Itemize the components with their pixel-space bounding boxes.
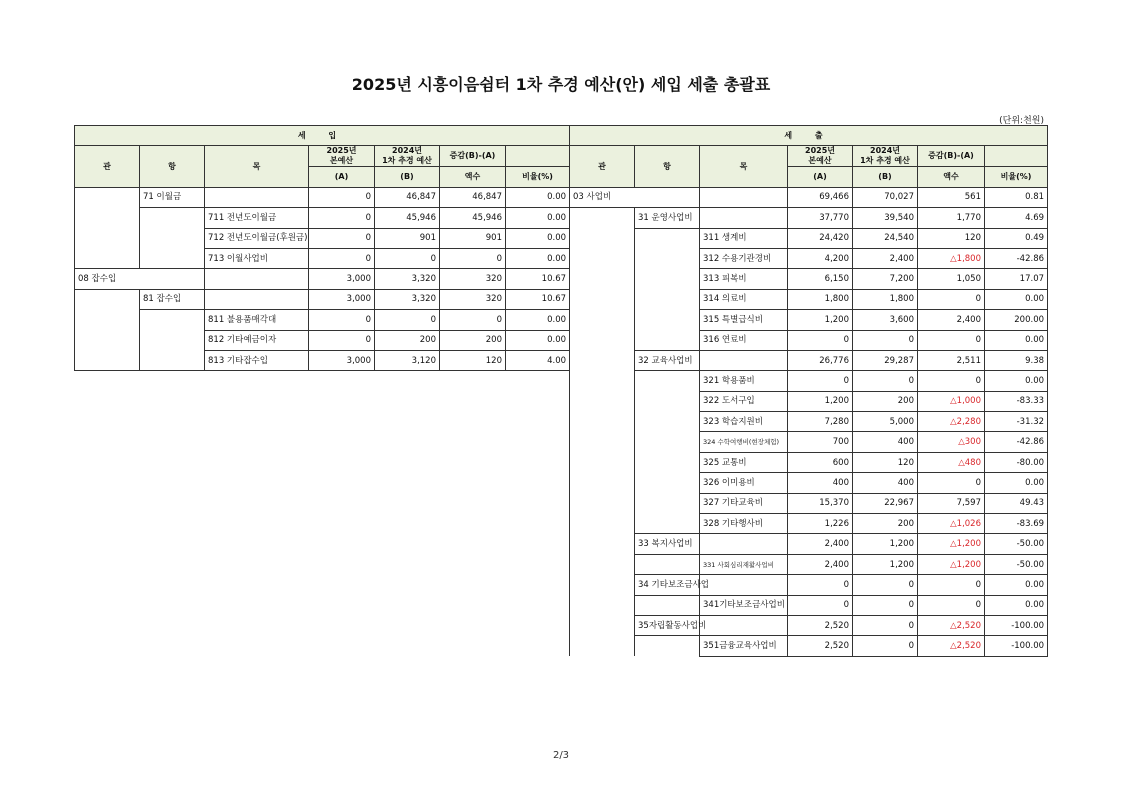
cell-supp2024: 400 bbox=[853, 473, 918, 493]
cell-hang: 32 교육사업비 bbox=[635, 350, 700, 370]
cell-ratio: -50.00 bbox=[985, 554, 1048, 574]
cell-diff: 0 bbox=[918, 371, 985, 391]
cell-budget2025: 3,000 bbox=[309, 269, 375, 289]
table-row bbox=[570, 636, 1048, 656]
cell-budget2025: 7,280 bbox=[788, 412, 853, 432]
cell-mok: 323 학습지원비 bbox=[700, 412, 788, 432]
cell-supp2024: 46,847 bbox=[375, 187, 440, 207]
cell-gwan bbox=[570, 595, 635, 615]
cell-ratio: 0.49 bbox=[985, 228, 1048, 248]
revenue-section-header: 세 입 bbox=[75, 126, 570, 146]
cell-budget2025: 24,420 bbox=[788, 228, 853, 248]
page-number: 2/3 bbox=[552, 750, 570, 761]
cell-diff: △300 bbox=[918, 432, 985, 452]
cell-ratio: 0.00 bbox=[506, 228, 570, 248]
cell-hang bbox=[635, 452, 700, 472]
cell-mok: 712 전년도이월금(후원금) bbox=[205, 228, 309, 248]
cell-supp2024: 2,400 bbox=[853, 248, 918, 268]
cell-mok bbox=[700, 534, 788, 554]
cell-diff: 1,050 bbox=[918, 269, 985, 289]
cell-supp2024: 0 bbox=[853, 330, 918, 350]
expenditure-table bbox=[569, 125, 1048, 657]
cell-diff: △1,000 bbox=[918, 391, 985, 411]
cell-supp2024: 0 bbox=[853, 371, 918, 391]
col-gwan: 관 bbox=[570, 146, 635, 187]
cell-ratio: 0.81 bbox=[985, 187, 1048, 207]
table-row bbox=[570, 514, 1048, 534]
cell-budget2025: 600 bbox=[788, 452, 853, 472]
cell-diff: △2,520 bbox=[918, 615, 985, 635]
cell-ratio: -42.86 bbox=[985, 432, 1048, 452]
cell-supp2024: 200 bbox=[853, 514, 918, 534]
cell-mok: 322 도서구입 bbox=[700, 391, 788, 411]
cell-supp2024: 29,287 bbox=[853, 350, 918, 370]
col-mok: 목 bbox=[700, 146, 788, 187]
cell-ratio: 0.00 bbox=[985, 330, 1048, 350]
cell-supp2024: 0 bbox=[853, 595, 918, 615]
cell-supp2024: 7,200 bbox=[853, 269, 918, 289]
cell-mok: 711 전년도이월금 bbox=[205, 208, 309, 228]
cell-diff: 46,847 bbox=[440, 187, 506, 207]
cell-supp2024: 0 bbox=[375, 310, 440, 330]
cell-hang bbox=[635, 412, 700, 432]
cell-budget2025: 1,200 bbox=[788, 391, 853, 411]
cell-supp2024: 0 bbox=[853, 575, 918, 595]
cell-ratio: -83.69 bbox=[985, 514, 1048, 534]
col-diff-sub: 액수 bbox=[440, 167, 506, 187]
cell-ratio: 0.00 bbox=[506, 208, 570, 228]
cell-supp2024: 0 bbox=[375, 248, 440, 268]
col-ratio-sub: 비율(%) bbox=[985, 167, 1048, 187]
cell-supp2024: 22,967 bbox=[853, 493, 918, 513]
cell-supp2024: 0 bbox=[853, 615, 918, 635]
cell-budget2025: 2,520 bbox=[788, 615, 853, 635]
cell-supp2024: 39,540 bbox=[853, 208, 918, 228]
col-ratio-sub: 비율(%) bbox=[506, 167, 570, 187]
cell-supp2024: 45,946 bbox=[375, 208, 440, 228]
table-row bbox=[570, 595, 1048, 615]
cell-budget2025: 2,400 bbox=[788, 534, 853, 554]
table-row bbox=[570, 554, 1048, 574]
cell-supp2024: 0 bbox=[853, 636, 918, 656]
cell-gwan bbox=[570, 248, 635, 268]
cell-mok: 812 기타예금이자 bbox=[205, 330, 309, 350]
page-title: 2025년 시흥이음쉼터 1차 추경 예산(안) 세입 세출 총괄표 bbox=[351, 75, 771, 94]
cell-gwan bbox=[570, 514, 635, 534]
cell-hang bbox=[635, 187, 700, 207]
cell-budget2025: 69,466 bbox=[788, 187, 853, 207]
cell-diff: 320 bbox=[440, 289, 506, 309]
cell-ratio: -83.33 bbox=[985, 391, 1048, 411]
cell-diff: 901 bbox=[440, 228, 506, 248]
cell-gwan bbox=[570, 534, 635, 554]
table-row bbox=[75, 289, 570, 309]
cell-mok: 331 사회심리재활사업비 bbox=[700, 554, 788, 574]
cell-mok bbox=[205, 289, 309, 309]
table-row bbox=[75, 187, 570, 207]
cell-mok bbox=[700, 350, 788, 370]
cell-ratio: -31.32 bbox=[985, 412, 1048, 432]
cell-mok: 325 교통비 bbox=[700, 452, 788, 472]
cell-supp2024: 1,200 bbox=[853, 554, 918, 574]
cell-hang bbox=[635, 514, 700, 534]
table-row bbox=[570, 350, 1048, 370]
cell-budget2025: 0 bbox=[309, 187, 375, 207]
cell-supp2024: 70,027 bbox=[853, 187, 918, 207]
cell-mok: 313 피복비 bbox=[700, 269, 788, 289]
cell-gwan: 08 잡수입 bbox=[75, 269, 140, 289]
cell-diff: 200 bbox=[440, 330, 506, 350]
col-supp2024-sub: (B) bbox=[853, 167, 918, 187]
cell-diff: 2,511 bbox=[918, 350, 985, 370]
cell-gwan bbox=[75, 310, 140, 330]
cell-gwan bbox=[75, 187, 140, 207]
cell-diff: △2,280 bbox=[918, 412, 985, 432]
col-mok: 목 bbox=[205, 146, 309, 187]
table-row bbox=[570, 310, 1048, 330]
cell-budget2025: 0 bbox=[309, 310, 375, 330]
col-budget2025: 2025년 본예산 bbox=[309, 146, 375, 167]
col-budget2025-sub: (A) bbox=[309, 167, 375, 187]
cell-diff: 45,946 bbox=[440, 208, 506, 228]
cell-ratio: 0.00 bbox=[506, 248, 570, 268]
cell-gwan bbox=[570, 412, 635, 432]
cell-mok: 321 학용품비 bbox=[700, 371, 788, 391]
col-gwan: 관 bbox=[75, 146, 140, 187]
cell-mok bbox=[700, 615, 788, 635]
table-row bbox=[75, 269, 570, 289]
cell-ratio: 49.43 bbox=[985, 493, 1048, 513]
table-row bbox=[570, 534, 1048, 554]
cell-ratio: 0.00 bbox=[506, 330, 570, 350]
cell-ratio: 0.00 bbox=[985, 595, 1048, 615]
cell-gwan bbox=[570, 289, 635, 309]
cell-diff: 1,770 bbox=[918, 208, 985, 228]
cell-budget2025: 37,770 bbox=[788, 208, 853, 228]
cell-mok: 713 이월사업비 bbox=[205, 248, 309, 268]
table-row bbox=[570, 228, 1048, 248]
table-row bbox=[570, 493, 1048, 513]
cell-budget2025: 26,776 bbox=[788, 350, 853, 370]
table-row bbox=[570, 452, 1048, 472]
col-budget2025-sub: (A) bbox=[788, 167, 853, 187]
cell-hang bbox=[140, 269, 205, 289]
cell-ratio: 4.69 bbox=[985, 208, 1048, 228]
cell-hang bbox=[635, 269, 700, 289]
table-row bbox=[570, 615, 1048, 635]
cell-ratio: 9.38 bbox=[985, 350, 1048, 370]
cell-hang bbox=[635, 310, 700, 330]
cell-budget2025: 15,370 bbox=[788, 493, 853, 513]
cell-ratio: 0.00 bbox=[506, 187, 570, 207]
cell-budget2025: 3,000 bbox=[309, 289, 375, 309]
table-row bbox=[570, 248, 1048, 268]
col-ratio-blank bbox=[985, 146, 1048, 167]
cell-hang: 31 운영사업비 bbox=[635, 208, 700, 228]
col-supp2024-sub: (B) bbox=[375, 167, 440, 187]
col-budget2025: 2025년 본예산 bbox=[788, 146, 853, 167]
cell-budget2025: 0 bbox=[788, 595, 853, 615]
table-row bbox=[75, 248, 570, 268]
cell-hang bbox=[635, 330, 700, 350]
cell-mok: 312 수용기관경비 bbox=[700, 248, 788, 268]
cell-gwan bbox=[75, 330, 140, 350]
cell-diff: 0 bbox=[918, 595, 985, 615]
cell-ratio: 0.00 bbox=[506, 310, 570, 330]
cell-diff: 0 bbox=[918, 575, 985, 595]
cell-diff: △2,520 bbox=[918, 636, 985, 656]
cell-gwan bbox=[570, 310, 635, 330]
cell-mok bbox=[700, 575, 788, 595]
cell-ratio: 0.00 bbox=[985, 575, 1048, 595]
cell-diff: 0 bbox=[440, 248, 506, 268]
table-row bbox=[570, 330, 1048, 350]
revenue-table bbox=[74, 125, 570, 371]
cell-gwan bbox=[570, 575, 635, 595]
cell-ratio: -42.86 bbox=[985, 248, 1048, 268]
cell-hang bbox=[635, 493, 700, 513]
cell-mok bbox=[700, 208, 788, 228]
cell-mok bbox=[700, 187, 788, 207]
cell-budget2025: 4,200 bbox=[788, 248, 853, 268]
cell-mok: 813 기타잡수입 bbox=[205, 350, 309, 370]
cell-ratio: 0.00 bbox=[985, 371, 1048, 391]
cell-hang: 34 기타보조금사업 bbox=[635, 575, 700, 595]
cell-supp2024: 901 bbox=[375, 228, 440, 248]
col-diff: 증감(B)-(A) bbox=[440, 146, 506, 167]
cell-ratio: -100.00 bbox=[985, 615, 1048, 635]
cell-hang: 81 잡수입 bbox=[140, 289, 205, 309]
cell-supp2024: 24,540 bbox=[853, 228, 918, 248]
col-hang: 항 bbox=[635, 146, 700, 187]
cell-hang bbox=[140, 350, 205, 370]
table-row bbox=[570, 412, 1048, 432]
cell-mok: 316 연료비 bbox=[700, 330, 788, 350]
cell-supp2024: 200 bbox=[375, 330, 440, 350]
cell-budget2025: 400 bbox=[788, 473, 853, 493]
expenditure-section-header: 세 출 bbox=[570, 126, 1048, 146]
cell-diff: △1,800 bbox=[918, 248, 985, 268]
table-row bbox=[75, 208, 570, 228]
cell-hang: 35자립활동사업비 bbox=[635, 615, 700, 635]
cell-hang bbox=[635, 248, 700, 268]
cell-gwan bbox=[570, 473, 635, 493]
cell-budget2025: 0 bbox=[788, 330, 853, 350]
cell-supp2024: 3,120 bbox=[375, 350, 440, 370]
cell-budget2025: 1,200 bbox=[788, 310, 853, 330]
cell-diff: 0 bbox=[918, 473, 985, 493]
table-row bbox=[75, 350, 570, 370]
cell-gwan bbox=[570, 371, 635, 391]
cell-mok bbox=[205, 187, 309, 207]
cell-supp2024: 1,200 bbox=[853, 534, 918, 554]
cell-diff: 0 bbox=[440, 310, 506, 330]
table-row bbox=[570, 269, 1048, 289]
cell-mok: 328 기타행사비 bbox=[700, 514, 788, 534]
cell-hang: 71 이월금 bbox=[140, 187, 205, 207]
cell-gwan bbox=[570, 391, 635, 411]
cell-diff: 120 bbox=[440, 350, 506, 370]
cell-ratio: 200.00 bbox=[985, 310, 1048, 330]
cell-gwan bbox=[75, 248, 140, 268]
cell-hang bbox=[635, 391, 700, 411]
cell-budget2025: 700 bbox=[788, 432, 853, 452]
cell-diff: △1,200 bbox=[918, 534, 985, 554]
cell-supp2024: 3,600 bbox=[853, 310, 918, 330]
unit-label: (단위:천원) bbox=[999, 116, 1044, 126]
cell-supp2024: 1,800 bbox=[853, 289, 918, 309]
cell-budget2025: 0 bbox=[788, 575, 853, 595]
cell-ratio: -80.00 bbox=[985, 452, 1048, 472]
table-row bbox=[570, 208, 1048, 228]
cell-budget2025: 0 bbox=[309, 248, 375, 268]
cell-gwan bbox=[570, 636, 635, 656]
cell-hang bbox=[140, 330, 205, 350]
cell-budget2025: 1,800 bbox=[788, 289, 853, 309]
cell-gwan bbox=[570, 269, 635, 289]
cell-gwan bbox=[570, 554, 635, 574]
cell-hang bbox=[635, 371, 700, 391]
cell-gwan bbox=[570, 452, 635, 472]
cell-hang bbox=[635, 554, 700, 574]
cell-hang bbox=[635, 432, 700, 452]
cell-ratio: 17.07 bbox=[985, 269, 1048, 289]
cell-gwan bbox=[75, 228, 140, 248]
cell-mok: 327 기타교육비 bbox=[700, 493, 788, 513]
cell-mok: 326 이미용비 bbox=[700, 473, 788, 493]
cell-gwan bbox=[570, 208, 635, 228]
cell-supp2024: 120 bbox=[853, 452, 918, 472]
cell-ratio: -50.00 bbox=[985, 534, 1048, 554]
cell-mok: 351금융교육사업비 bbox=[700, 636, 788, 656]
table-row bbox=[570, 289, 1048, 309]
cell-supp2024: 5,000 bbox=[853, 412, 918, 432]
cell-budget2025: 6,150 bbox=[788, 269, 853, 289]
cell-budget2025: 2,520 bbox=[788, 636, 853, 656]
cell-mok: 324 수학여행비(현장체험) bbox=[700, 432, 788, 452]
cell-gwan bbox=[75, 350, 140, 370]
table-row bbox=[570, 371, 1048, 391]
cell-mok: 315 특별급식비 bbox=[700, 310, 788, 330]
cell-diff: 2,400 bbox=[918, 310, 985, 330]
cell-ratio: 10.67 bbox=[506, 269, 570, 289]
col-supp2024: 2024년 1차 추경 예산 bbox=[375, 146, 440, 167]
table-row bbox=[570, 575, 1048, 595]
col-ratio-blank bbox=[506, 146, 570, 167]
table-row bbox=[75, 310, 570, 330]
cell-gwan bbox=[570, 432, 635, 452]
table-row bbox=[570, 432, 1048, 452]
cell-diff: 320 bbox=[440, 269, 506, 289]
cell-budget2025: 0 bbox=[309, 330, 375, 350]
table-row bbox=[570, 391, 1048, 411]
cell-budget2025: 2,400 bbox=[788, 554, 853, 574]
cell-hang bbox=[635, 636, 700, 656]
col-diff: 증감(B)-(A) bbox=[918, 146, 985, 167]
table-row bbox=[570, 473, 1048, 493]
cell-hang bbox=[140, 248, 205, 268]
cell-mok: 341기타보조금사업비 bbox=[700, 595, 788, 615]
cell-gwan bbox=[75, 208, 140, 228]
table-row bbox=[570, 187, 1048, 207]
cell-hang: 33 복지사업비 bbox=[635, 534, 700, 554]
cell-diff: △1,026 bbox=[918, 514, 985, 534]
cell-diff: 7,597 bbox=[918, 493, 985, 513]
cell-supp2024: 200 bbox=[853, 391, 918, 411]
col-diff-sub: 액수 bbox=[918, 167, 985, 187]
col-hang: 항 bbox=[140, 146, 205, 187]
cell-hang bbox=[140, 208, 205, 228]
cell-ratio: 10.67 bbox=[506, 289, 570, 309]
cell-mok bbox=[205, 269, 309, 289]
cell-gwan bbox=[75, 289, 140, 309]
cell-supp2024: 400 bbox=[853, 432, 918, 452]
col-supp2024: 2024년 1차 추경 예산 bbox=[853, 146, 918, 167]
cell-mok: 311 생계비 bbox=[700, 228, 788, 248]
cell-gwan bbox=[570, 493, 635, 513]
cell-mok: 314 의료비 bbox=[700, 289, 788, 309]
cell-diff: 120 bbox=[918, 228, 985, 248]
cell-hang bbox=[635, 473, 700, 493]
cell-hang bbox=[635, 289, 700, 309]
cell-hang bbox=[140, 228, 205, 248]
cell-gwan: 03 사업비 bbox=[570, 187, 635, 207]
cell-ratio: 4.00 bbox=[506, 350, 570, 370]
cell-diff: 0 bbox=[918, 330, 985, 350]
cell-budget2025: 0 bbox=[309, 208, 375, 228]
cell-diff: △480 bbox=[918, 452, 985, 472]
table-row bbox=[75, 228, 570, 248]
cell-diff: 0 bbox=[918, 289, 985, 309]
cell-diff: △1,200 bbox=[918, 554, 985, 574]
cell-mok: 811 불용품매각대 bbox=[205, 310, 309, 330]
cell-supp2024: 3,320 bbox=[375, 289, 440, 309]
cell-supp2024: 3,320 bbox=[375, 269, 440, 289]
cell-diff: 561 bbox=[918, 187, 985, 207]
cell-gwan bbox=[570, 615, 635, 635]
cell-hang bbox=[140, 310, 205, 330]
cell-ratio: -100.00 bbox=[985, 636, 1048, 656]
cell-hang bbox=[635, 228, 700, 248]
cell-gwan bbox=[570, 330, 635, 350]
cell-ratio: 0.00 bbox=[985, 289, 1048, 309]
cell-hang bbox=[635, 595, 700, 615]
cell-budget2025: 0 bbox=[309, 228, 375, 248]
table-row bbox=[75, 330, 570, 350]
cell-budget2025: 0 bbox=[788, 371, 853, 391]
cell-gwan bbox=[570, 228, 635, 248]
cell-budget2025: 1,226 bbox=[788, 514, 853, 534]
cell-budget2025: 3,000 bbox=[309, 350, 375, 370]
cell-ratio: 0.00 bbox=[985, 473, 1048, 493]
cell-gwan bbox=[570, 350, 635, 370]
